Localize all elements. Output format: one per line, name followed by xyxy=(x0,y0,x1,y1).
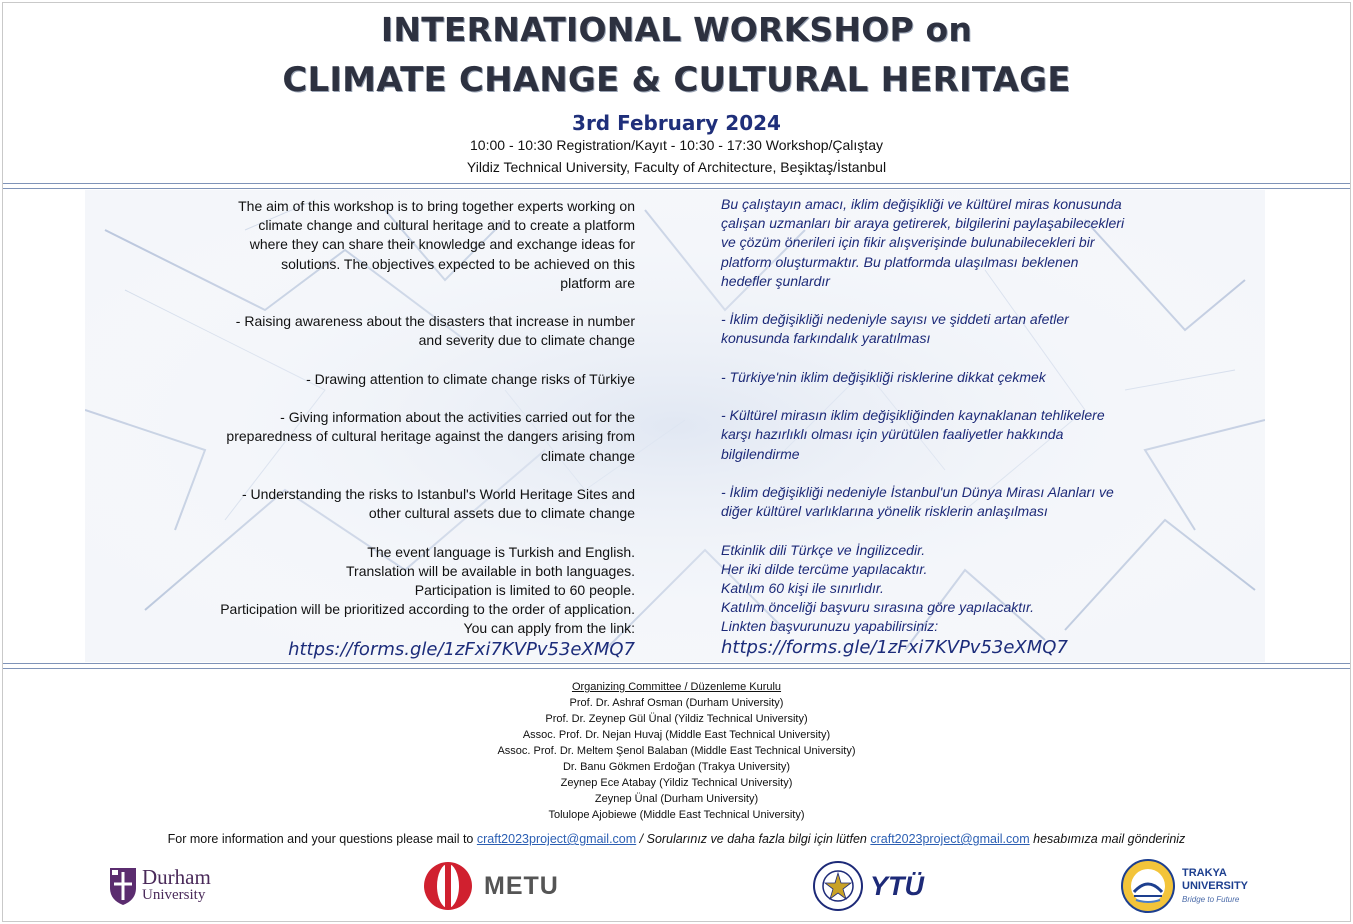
durham-name: Durham xyxy=(142,865,211,889)
text-line: You can apply from the link: xyxy=(463,620,635,637)
text-line: Bu çalıştayın amacı, iklim değişikliği ve kültürel miras konusunda xyxy=(721,196,1122,212)
text-line: - İklim değişikliği nedeniyle İstanbul'un Dünya Mirası Alanları ve xyxy=(721,483,1114,500)
metu-logo xyxy=(422,856,559,916)
committee-member: Prof. Dr. Zeynep Gül Ünal (Yildiz Technical University) xyxy=(545,713,808,725)
committee-member: Dr. Banu Gökmen Erdoğan (Trakya University) xyxy=(562,761,790,773)
event-schedule: 10:00 - 10:30 Registration/Kayıt - 10:30 - 17:30 Workshop/Çalıştay xyxy=(470,137,883,153)
text-line: - Understanding the risks to Istanbul's World Heritage Sites and xyxy=(241,485,635,502)
committee-member: Prof. Dr. Ashraf Osman (Durham University) xyxy=(569,697,784,709)
text-line: Participation is limited to 60 people. xyxy=(414,581,635,598)
ytu-logo xyxy=(812,856,924,916)
committee-heading: Organizing Committee / Düzenleme Kurulu xyxy=(571,681,782,693)
metu-emblem-icon xyxy=(422,860,474,912)
durham-subname: University xyxy=(142,887,206,903)
english-apply-link[interactable]: https://forms.gle/1zFxi7KVPv53eXMQ7 xyxy=(288,638,635,660)
english-column xyxy=(150,197,635,659)
text-line: The event language is Turkish and English. xyxy=(367,543,635,560)
committee-member: Assoc. Prof. Dr. Nejan Huvaj (Middle East Technical University) xyxy=(522,729,831,741)
divider-bottom xyxy=(3,663,1350,669)
contact-email-link[interactable]: craft2023project@gmail.com xyxy=(476,832,637,846)
turkish-column xyxy=(721,195,1161,657)
english-objective-2 xyxy=(150,370,635,389)
turkish-objective-2 xyxy=(721,368,1161,387)
text-line: - Drawing attention to climate change risks of Türkiye xyxy=(306,370,635,387)
text-line: karşı hazırlıklı olması için yürütülen faaliyetler hakkında xyxy=(721,426,1064,443)
text-line: diğer kültürel varlıklarına yönelik risklerin anlaşılması xyxy=(721,503,1048,520)
text-line: - Raising awareness about the disasters that increase in number xyxy=(235,313,635,330)
trakya-seal-icon xyxy=(1120,858,1176,914)
divider-top xyxy=(3,183,1350,189)
ytu-seal-icon xyxy=(812,860,864,912)
text-line: where they can share their knowledge and exchange ideas for xyxy=(249,236,635,253)
committee-member: Zeynep Ece Atabay (Yildiz Technical University) xyxy=(560,777,793,789)
text-line: Participation will be prioritized according to the order of application. xyxy=(220,601,635,618)
metu-name: METU xyxy=(484,871,559,900)
text-line: hedefler şunlardır xyxy=(721,272,830,289)
text-line: The aim of this workshop is to bring together experts working on xyxy=(238,198,635,214)
text-line: and severity due to climate change xyxy=(418,332,635,349)
turkish-objective-3 xyxy=(721,406,1161,464)
ytu-name: YTÜ xyxy=(870,870,924,901)
text-line: ve çözüm önerileri için fikir alışverişinde bulunabilecekleri bir xyxy=(721,234,1095,251)
turkish-objective-1 xyxy=(721,310,1161,348)
durham-logo xyxy=(108,856,211,916)
text-line: - Kültürel mirasın iklim değişikliğinden kaynaklanan tehlikelere xyxy=(721,407,1105,424)
contact-email-link-tr[interactable]: craft2023project@gmail.com xyxy=(870,832,1030,846)
text-line: - Giving information about the activities carried out for the xyxy=(280,409,635,426)
contact-suffix-tr: hesabımıza mail gönderiniz xyxy=(1033,832,1186,846)
english-info xyxy=(150,543,635,659)
turkish-apply-link[interactable]: https://forms.gle/1zFxi7KVPv53eXMQ7 xyxy=(721,636,1068,658)
trakya-subname: UNIVERSITY xyxy=(1182,879,1249,892)
contact-prefix-tr: / Sorularınız ve daha fazla bilgi için lütfen xyxy=(639,832,867,846)
text-line: konusunda farkındalık yaratılması xyxy=(721,330,931,347)
committee-member: Assoc. Prof. Dr. Meltem Şenol Balaban (Middle East Technical University) xyxy=(497,745,856,757)
english-objective-1 xyxy=(150,312,635,350)
text-line: - İklim değişikliği nedeniyle sayısı ve şiddeti artan afetler xyxy=(721,311,1069,328)
event-date: 3rd February 2024 xyxy=(572,111,781,135)
english-objective-4 xyxy=(150,485,635,523)
contact-prefix-en: For more information and your questions please mail to xyxy=(167,832,474,846)
text-line: bilgilendirme xyxy=(721,445,800,462)
text-line: preparedness of cultural heritage against the dangers arising from xyxy=(226,428,635,445)
text-line: climate change xyxy=(540,447,635,464)
turkish-objective-4 xyxy=(721,483,1161,521)
trakya-name: TRAKYA xyxy=(1182,866,1227,879)
organizing-committee xyxy=(0,679,1353,823)
text-line: platform oluşturmaktır. Bu platformda ulaşılması beklenen xyxy=(721,253,1079,270)
text-line: Katılım 60 kişi ile sınırlıdır. xyxy=(721,579,884,596)
text-line: platform are xyxy=(560,274,635,291)
text-line: solutions. The objectives expected to be achieved on this xyxy=(281,255,635,272)
trakya-logo xyxy=(1120,856,1248,916)
contact-line xyxy=(0,832,1353,846)
event-venue: Yildiz Technical University, Faculty of Architecture, Beşiktaş/İstanbul xyxy=(466,159,887,175)
text-line: other cultural assets due to climate change xyxy=(368,505,635,522)
turkish-intro xyxy=(721,195,1161,291)
title-line-1: INTERNATIONAL WORKSHOP on xyxy=(380,10,973,49)
text-line: Katılım önceliği başvuru sırasına göre yapılacaktır. xyxy=(721,599,1035,616)
text-line: çalışan uzmanları bir araya getirerek, bilgilerini paylaşabilecekleri xyxy=(721,215,1125,232)
english-intro xyxy=(150,197,635,293)
committee-member: Tolulope Ajobiewe (Middle East Technical University) xyxy=(548,809,805,821)
title-line-2: CLIMATE CHANGE & CULTURAL HERITAGE xyxy=(282,60,1071,100)
committee-member: Zeynep Ünal (Durham University) xyxy=(594,793,759,805)
text-line: - Türkiye'nin iklim değişikliği risklerine dikkat çekmek xyxy=(721,368,1046,385)
turkish-info xyxy=(721,541,1161,657)
english-objective-3 xyxy=(150,408,635,466)
trakya-tagline: Bridge to Future xyxy=(1182,894,1240,904)
text-line: climate change and cultural heritage and to create a platform xyxy=(258,217,635,234)
text-line: Her iki dilde tercüme yapılacaktır. xyxy=(721,560,928,577)
durham-crest-icon xyxy=(108,866,138,906)
text-line: Etkinlik dili Türkçe ve İngilizcedir. xyxy=(721,541,926,558)
text-line: Linkten başvurunuzu yapabilirsiniz: xyxy=(721,618,939,635)
text-line: Translation will be available in both languages. xyxy=(346,562,635,579)
